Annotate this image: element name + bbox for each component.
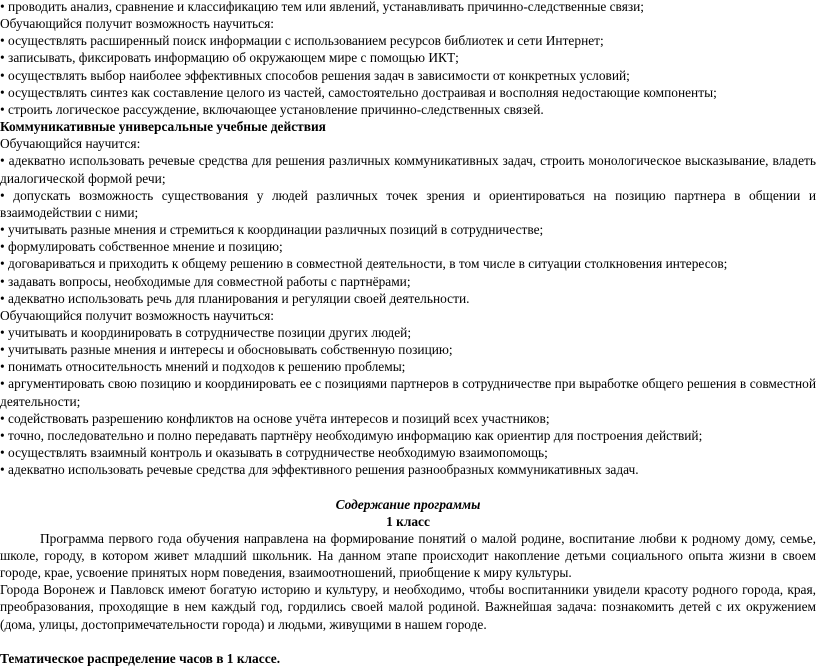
- list-item: • адекватно использовать речевые средства для эффективного решения разнообразных коммуникативных задач.: [0, 462, 639, 478]
- text-line: • осуществлять расширенный поиск информации с использованием ресурсов библиотек и сети Интернет;: [0, 33, 604, 49]
- list-item: • осуществлять взаимный контроль и оказывать в сотрудничестве необходимую взаимопомощь;: [0, 445, 548, 461]
- list-item: • содействовать разрешению конфликтов на основе учёта интересов и позиций всех участников;: [0, 410, 550, 426]
- program-title: Содержание программы: [335, 496, 481, 512]
- list-item: • учитывать разные мнения и стремиться к координации различных позиций в сотрудничестве;: [0, 222, 544, 238]
- program-paragraph-1: Программа первого года обучения направлена на формирование понятий о малой родине, воспитание любви к родному дому, семье, школе, городу, в котором живет младший школьник. На данном этапе происходит накопление детьми социального опыта жизни в своем городе, крае, усвоение принятых норм поведения, взаимоотношений, приобщение к миру культуры.: [0, 530, 816, 581]
- program-paragraph-2: Города Воронеж и Павловск имеют богатую историю и культуру, и необходимо, чтобы воспитанники увидели красоту родного города, края, преобразования, проходящие в нем каждый год, гордились своей малой родиной. Важнейшая задача: познакомить детей с их окружением (дома, улицы, достопримечательности города) и людьми, живущими в нашем городе.: [0, 582, 816, 632]
- list-item: • точно, последовательно и полно передавать партнёру необходимую информацию как ориентир для построения действий;: [0, 427, 703, 443]
- list-item: • учитывать разные мнения и интересы и обосновывать собственную позицию;: [0, 342, 453, 358]
- section-heading: Коммуникативные универсальные учебные действия: [0, 119, 326, 135]
- hours-distribution-title: Тематическое распределение часов в 1 классе.: [0, 650, 281, 666]
- grade-title: 1 класс: [386, 513, 430, 529]
- text-line: • осуществлять синтез как составление целого из частей, самостоятельно достраивая и восполняя недостающие компоненты;: [0, 84, 717, 100]
- list-item: • аргументировать свою позицию и координировать ее с позициями партнеров в сотрудничестве при выработке общего решения в совместной деятельности;: [0, 376, 816, 409]
- spacer: [0, 478, 816, 495]
- list-item: • понимать относительность мнений и подходов к решению проблемы;: [0, 359, 406, 375]
- text-line: • проводить анализ, сравнение и классификацию тем или явлений, устанавливать причинно-следственные связи;: [0, 0, 645, 14]
- list-item: • формулировать собственное мнение и позицию;: [0, 239, 283, 255]
- learn-intro: Обучающийся научится:: [0, 136, 141, 152]
- text-line: • осуществлять выбор наиболее эффективных способов решения задач в зависимости от конкретных условий;: [0, 67, 630, 83]
- list-item: • адекватно использовать речевые средства для решения различных коммуникативных задач, строить монологическое высказывание, владеть диалогической формой речи;: [0, 153, 816, 186]
- list-item: • договариваться и приходить к общему решению в совместной деятельности, в том числе в ситуации столкновения интересов;: [0, 256, 728, 272]
- opportunity-intro: Обучающийся получит возможность научиться:: [0, 307, 274, 323]
- list-item: • учитывать и координировать в сотрудничестве позиции других людей;: [0, 324, 412, 340]
- text-line: • строить логическое рассуждение, включающее установление причинно-следственных связей.: [0, 101, 544, 117]
- text-line: Обучающийся получит возможность научиться:: [0, 16, 274, 32]
- text-line: • записывать, фиксировать информацию об окружающем мире с помощью ИКТ;: [0, 50, 459, 66]
- list-item: • задавать вопросы, необходимые для совместной работы с партнёрами;: [0, 273, 411, 289]
- list-item: • адекватно использовать речь для планирования и регуляции своей деятельности.: [0, 290, 470, 306]
- list-item: • допускать возможность существования у людей различных точек зрения и ориентироваться на позицию партнера в общении и взаимодействии с ними;: [0, 187, 816, 220]
